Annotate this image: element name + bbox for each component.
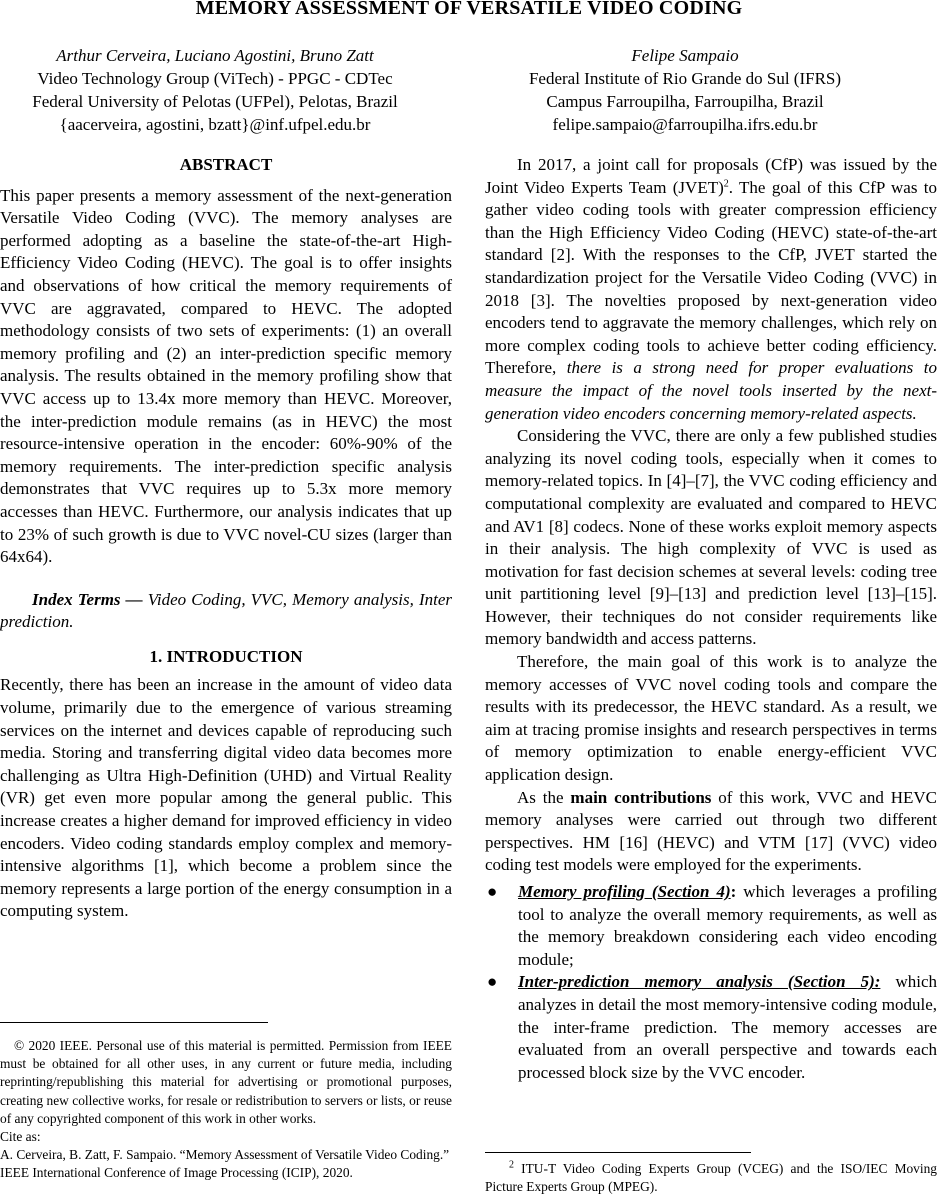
affiliation-line: Federal Institute of Rio Grande do Sul (IFRS) <box>528 69 842 88</box>
footnote-mark: 2 <box>723 177 729 189</box>
author-names: Arthur Cerveira, Luciano Agostini, Bruno Zatt <box>56 46 374 65</box>
bullet-heading: Inter-prediction memory analysis (Section 5): <box>518 972 881 992</box>
paragraph-text: . The goal of this CfP was to gather video coding tools with greater compression efficiency than the High Efficiency Video Coding (HEVC) state-of-the-art standard [2]. With the responses to the CfP, JVET started the standardization project for the Versatile Video Coding (VVC) in 2018 [3]. The novelties proposed by next-generation video encoders tend to aggravate the memory challenges, which rely on more complex coding tools to achieve better coding efficiency. Therefore, <box>485 177 937 378</box>
bullet-heading: Memory profiling (Section 4) <box>518 882 731 901</box>
bullet-separator <box>880 972 895 991</box>
bullet-icon: ● <box>487 882 498 901</box>
abstract-body: This paper presents a memory assessment of the next-generation Versatile Video Coding (VVC). The memory analyses are performed adopting as a baseline the state-of-the-art High-Efficiency Video Coding (HEVC). The goal is to offer insights and observations of how critical the memory requirements of VVC are aggravated, compared to HEVC. The adopted methodology consists of two sets of experiments: (1) an overall memory profiling and (2) an inter-prediction specific memory analysis. The results obtained in the memory profiling show that VVC access up to 13.4x more memory than HEVC. Moreover, the inter-prediction module remains (as in HEVC) the most resource-intensive operation in the encoder: 60%-90% of the memory requirements. The inter-prediction specific analysis demonstrates that VVC requires up to 5.3x more memory accesses than HEVC. Furthermore, our analysis indicates that up to 23% of such growth is due to VVC novel-CU sizes (larger than 64x64). <box>0 185 452 567</box>
body-paragraph: Therefore, the main goal of this work is to analyze the memory accesses of VVC novel coding tools and compare the results with its predecessor, the HEVC standard. As a result, we aim at tracing promise insights and research perspectives in terms of memory optimization to enable energy-efficient VVC application design. <box>485 652 937 785</box>
intro-paragraph: Recently, there has been an increase in the amount of video data volume, primarily due to the emergence of various streaming services on the internet and devices capable of reproducing such media. Storing and transferring digital video data becomes more challenging as Ultra High-Definition (UHD) and Virtual Reality (VR) get even more popular among the general public. This increase creates a higher demand for improved efficiency in video encoders. Video coding standards employ complex and memory-intensive algorithms [1], which become a problem since the memory represents a large portion of the energy consumption in a computing system. <box>0 675 452 921</box>
citation-text: A. Cerveira, B. Zatt, F. Sampaio. “Memory Assessment of Versatile Video Coding.” IEEE International Conference of Image Processing (ICIP), 2020. <box>0 1147 450 1181</box>
author-emails: {aacerveira, agostini, bzatt}@inf.ufpel.edu.br <box>59 115 371 134</box>
copyright-footnote <box>0 1037 452 1183</box>
abstract-heading: ABSTRACT <box>179 155 273 174</box>
footnote-divider <box>485 1152 751 1153</box>
bullet-icon: ● <box>487 972 498 992</box>
affiliation-line: Video Technology Group (ViTech) - PPGC - CDTec <box>37 69 393 88</box>
footnote-2 <box>485 1160 937 1196</box>
author-email: felipe.sampaio@farroupilha.ifrs.edu.br <box>552 115 818 134</box>
footnote-mark: 2 <box>509 1159 514 1171</box>
paragraph-text: As the <box>517 787 571 807</box>
index-terms <box>0 589 452 634</box>
emphasis-text: there is a strong need for proper evaluations to measure the impact of the novel tools inserted by the next-generation video encoders concerning memory-related aspects. <box>485 358 937 423</box>
cite-label: Cite as: <box>0 1129 41 1145</box>
footnote-text: ITU-T Video Coding Experts Group (VCEG) and the ISO/IEC Moving Picture Experts Group (MPEG). <box>485 1161 937 1195</box>
author-block-right <box>470 44 900 136</box>
bullet-separator: : <box>730 882 744 901</box>
paper-title: MEMORY ASSESSMENT OF VERSATILE VIDEO CODING <box>195 0 743 19</box>
bullet-body: which analyzes in detail the most memory-intensive coding module, the inter-frame prediction. The memory accesses are evaluated from an overall perspective and towards each processed block size by the VVC encoder. <box>518 972 937 1082</box>
list-item <box>485 971 937 1084</box>
list-item <box>485 881 937 971</box>
author-names: Felipe Sampaio <box>631 46 739 65</box>
body-paragraph: Considering the VVC, there are only a few published studies analyzing its novel coding tools, especially when it comes to memory-related topics. In [4]–[7], the VVC coding efficiency and computational complexity are evaluated and compared to HEVC and AV1 [8] codecs. None of these works exploit memory aspects in their analysis. The high complexity of VVC is used as motivation for fast decision schemes at several levels: coding tree unit partitioning level [9]–[13] and prediction level [13]–[15]. However, their techniques do not consider requirements like memory bandwidth and access patterns. <box>485 426 937 649</box>
affiliation-line: Federal University of Pelotas (UFPel), Pelotas, Brazil <box>32 92 398 111</box>
paragraph-text: In 2017, a joint call for proposals (CfP) was issued by the Joint Video Experts Team (JVET) <box>485 155 937 197</box>
bold-text: main contributions <box>570 787 712 807</box>
body-paragraph <box>485 787 937 877</box>
section-heading-introduction: 1. INTRODUCTION <box>149 646 303 666</box>
contributions-list <box>485 881 937 1084</box>
index-terms-label: Index Terms — <box>32 589 143 609</box>
affiliation-line: Campus Farroupilha, Farroupilha, Brazil <box>546 92 824 111</box>
bullet-body: which leverages a profiling tool to analyze the overall memory requirements, as well as the memory breakdown considering each video encoding module; <box>518 882 937 969</box>
copyright-notice: © 2020 IEEE. Personal use of this material is permitted. Permission from IEEE must be obtained for all other uses, in any current or future media, including reprinting/republishing this material for advertising or promotional purposes, creating new collective works, for resale or redistribution to servers or lists, or reuse of any copyrighted component of this work in other works. <box>0 1038 452 1126</box>
footnote-divider <box>0 1022 268 1023</box>
author-block-left <box>0 44 430 136</box>
right-column <box>485 154 937 1084</box>
paragraph-text: of this work, VVC and HEVC memory analyses were carried out through two different perspectives. HM [16] (HEVC) and VTM [17] (VVC) video coding test models were employed for the experiments. <box>485 787 937 875</box>
index-terms-body: Video Coding, VVC, Memory analysis, Inter prediction. <box>0 589 452 632</box>
left-column <box>0 154 452 923</box>
body-paragraph <box>485 154 937 425</box>
